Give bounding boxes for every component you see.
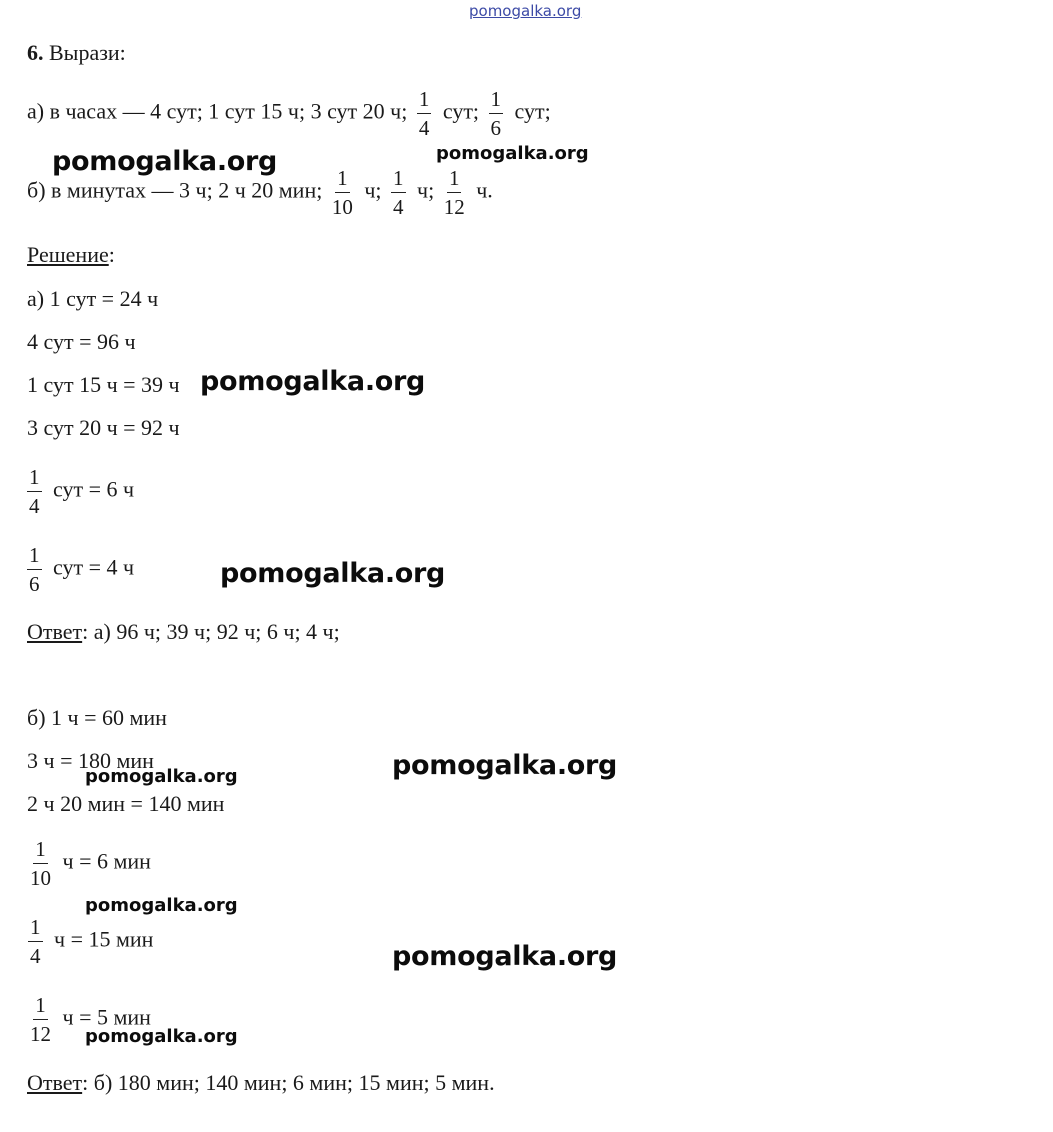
fraction-denominator: 4: [30, 944, 41, 968]
fraction-numerator: 1: [447, 167, 462, 193]
watermark: pomogalka.org: [220, 558, 446, 589]
watermark: pomogalka.org: [85, 1026, 238, 1047]
fraction: [30, 838, 51, 889]
answer-label: Ответ: [27, 1070, 83, 1095]
solution-line: 3 ч = 180 мин: [27, 748, 154, 773]
task-a-text: а) в часах — 4 сут; 1 сут 15 ч; 3 сут 20 ч;: [27, 98, 408, 124]
task-heading: [27, 40, 126, 66]
solution-line: 4 сут = 96 ч: [27, 329, 136, 354]
fraction-denominator: 12: [30, 1022, 51, 1046]
fraction-result: ч = 15 мин: [54, 926, 154, 952]
unit-text: сут;: [514, 98, 551, 124]
unit-text: ч;: [364, 177, 382, 203]
watermark: pomogalka.org: [392, 750, 618, 781]
fraction-numerator: 1: [28, 916, 43, 942]
watermark: pomogalka.org: [52, 146, 278, 177]
answer-label: Ответ: [27, 619, 83, 644]
solution-fraction-line: [24, 916, 153, 967]
answer-b-text: : б) 180 мин; 140 мин; 6 мин; 15 мин; 5 мин.: [82, 1070, 495, 1095]
fraction-denominator: 10: [331, 195, 353, 219]
solution-heading: [27, 242, 115, 268]
fraction-result: ч = 6 мин: [62, 848, 151, 874]
fraction-denominator: 6: [490, 116, 502, 140]
watermark: pomogalka.org: [200, 366, 426, 397]
fraction: [28, 916, 43, 967]
fraction-denominator: 6: [29, 572, 40, 596]
fraction-denominator: 4: [29, 494, 40, 518]
task-part-a: [27, 88, 551, 139]
fraction-denominator: 12: [443, 195, 465, 219]
fraction-numerator: 1: [27, 544, 42, 570]
answer-b: [27, 1070, 495, 1096]
fraction-numerator: 1: [417, 88, 432, 114]
fraction-numerator: 1: [391, 167, 406, 193]
solution-fraction-line: [26, 838, 151, 889]
solution-line: а) 1 сут = 24 ч: [27, 286, 159, 311]
task-title: Вырази:: [49, 40, 126, 65]
fraction-denominator: 4: [393, 195, 404, 219]
answer-a: [27, 619, 340, 645]
unit-text: сут;: [442, 98, 480, 124]
solution-line: б) 1 ч = 60 мин: [27, 705, 167, 730]
fraction-numerator: 1: [27, 466, 42, 492]
fraction-denominator: 4: [418, 116, 430, 140]
fraction: [30, 994, 51, 1045]
watermark: pomogalka.org: [436, 143, 589, 164]
fraction: [417, 88, 432, 139]
fraction-result: ч = 5 мин: [62, 1004, 151, 1030]
fraction: [27, 466, 42, 517]
fraction: [489, 88, 504, 139]
solution-line: 1 сут 15 ч = 39 ч: [27, 372, 180, 397]
task-number: 6.: [27, 40, 44, 65]
solution-line: 3 сут 20 ч = 92 ч: [27, 415, 180, 440]
watermark: pomogalka.org: [392, 941, 618, 972]
fraction: [391, 167, 406, 218]
fraction: [444, 167, 465, 218]
fraction: [332, 167, 353, 218]
solution-colon: :: [108, 242, 115, 267]
unit-text: ч.: [476, 177, 493, 203]
fraction-result: сут = 4 ч: [53, 554, 135, 580]
answer-a-text: : а) 96 ч; 39 ч; 92 ч; 6 ч; 4 ч;: [82, 619, 340, 644]
solution-fraction-line: [23, 544, 134, 595]
fraction-numerator: 1: [33, 994, 48, 1020]
solution-fraction-line: [23, 466, 134, 517]
fraction: [27, 544, 42, 595]
fraction-denominator: 10: [30, 866, 51, 890]
fraction-numerator: 1: [335, 167, 350, 193]
watermark: pomogalka.org: [85, 895, 238, 916]
solution-label: Решение: [27, 242, 109, 267]
solution-line: 2 ч 20 мин = 140 мин: [27, 791, 225, 816]
watermark-top: pomogalka.org: [469, 2, 582, 20]
unit-text: ч;: [417, 177, 435, 203]
watermark: pomogalka.org: [85, 766, 238, 787]
task-b-text: б) в минутах — 3 ч; 2 ч 20 мин;: [27, 177, 323, 203]
fraction-numerator: 1: [33, 838, 48, 864]
fraction-result: сут = 6 ч: [53, 476, 135, 502]
fraction-numerator: 1: [489, 88, 504, 114]
